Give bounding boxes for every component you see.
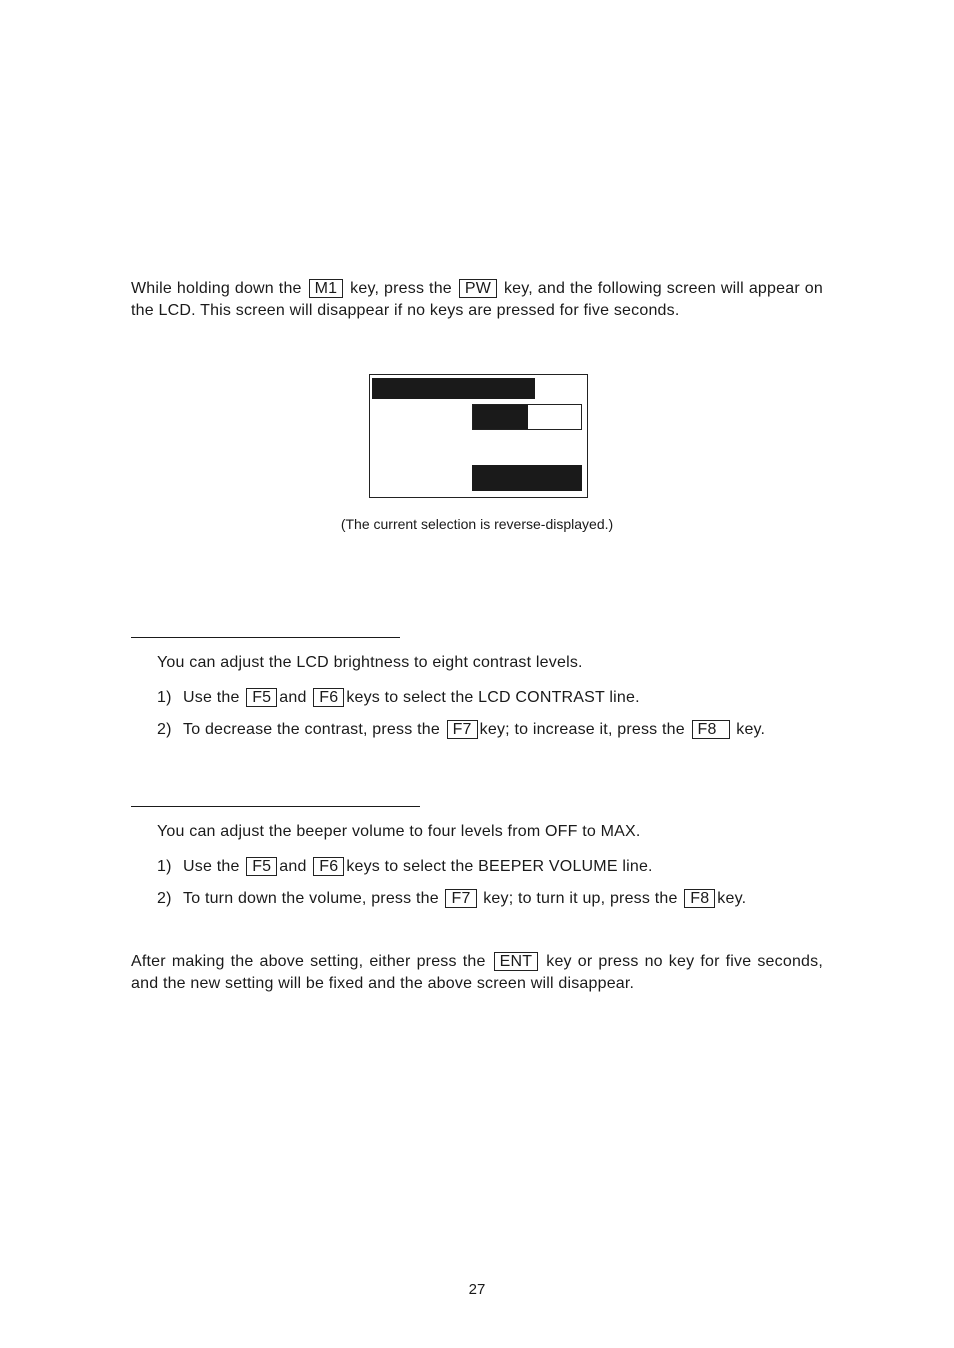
step-text: Use the	[183, 858, 240, 875]
step-number: 2)	[157, 890, 172, 907]
step-number: 1)	[157, 689, 172, 706]
contrast-section-rule	[131, 637, 400, 638]
f5-key: F5	[246, 857, 277, 876]
closing-paragraph	[131, 951, 823, 995]
beeper-selection-bar	[472, 465, 582, 491]
step-text: key; to increase it, press the	[479, 721, 685, 738]
step-number: 1)	[157, 858, 172, 875]
contrast-level-fill	[473, 405, 528, 429]
beeper-step-1	[157, 856, 653, 878]
step-text: keys to select the LCD CONTRAST line.	[346, 689, 640, 706]
f8-key: F8	[684, 889, 715, 908]
intro-text-2: key, press the	[350, 280, 452, 297]
step-text: key; to turn it up, press the	[483, 890, 678, 907]
step-text: key.	[736, 721, 766, 738]
closing-text-1: After making the above setting, either press the	[131, 953, 486, 970]
pw-key: PW	[459, 279, 497, 298]
contrast-step-2	[157, 719, 765, 741]
f7-key: F7	[447, 720, 478, 739]
step-text: keys to select the BEEPER VOLUME line.	[346, 858, 653, 875]
intro-text-1: While holding down the	[131, 280, 302, 297]
closing-text-2: key or press no key for five seconds, and the new setting will be fixed and the above screen will disappear.	[131, 953, 823, 992]
beeper-step-2	[157, 888, 746, 910]
step-text: To turn down the volume, press the	[183, 890, 439, 907]
m1-key: M1	[309, 279, 344, 298]
contrast-step-1	[157, 687, 640, 709]
f6-key: F6	[313, 688, 344, 707]
contrast-level-gauge	[472, 404, 582, 430]
f6-key: F6	[313, 857, 344, 876]
intro-text-3: key, and the following screen will appear on the LCD. This screen will disappear if no keys are pressed for five seconds.	[131, 280, 823, 319]
beeper-section-rule	[131, 806, 420, 807]
step-text: and	[279, 858, 307, 875]
step-text: To decrease the contrast, press the	[183, 721, 440, 738]
lcd-screen-diagram	[369, 374, 588, 498]
f8-key: F8	[692, 720, 730, 739]
beeper-description: You can adjust the beeper volume to four levels from OFF to MAX.	[157, 823, 641, 840]
f5-key: F5	[246, 688, 277, 707]
ent-key: ENT	[494, 952, 539, 971]
step-text: key.	[717, 890, 747, 907]
step-text: Use the	[183, 689, 240, 706]
step-number: 2)	[157, 721, 172, 738]
intro-paragraph	[131, 278, 823, 322]
contrast-description: You can adjust the LCD brightness to eight contrast levels.	[157, 654, 583, 671]
step-text: and	[279, 689, 307, 706]
f7-key: F7	[445, 889, 476, 908]
lcd-caption: (The current selection is reverse-displayed.)	[340, 516, 614, 532]
page-number: 27	[468, 1281, 486, 1298]
lcd-title-bar	[372, 378, 535, 399]
